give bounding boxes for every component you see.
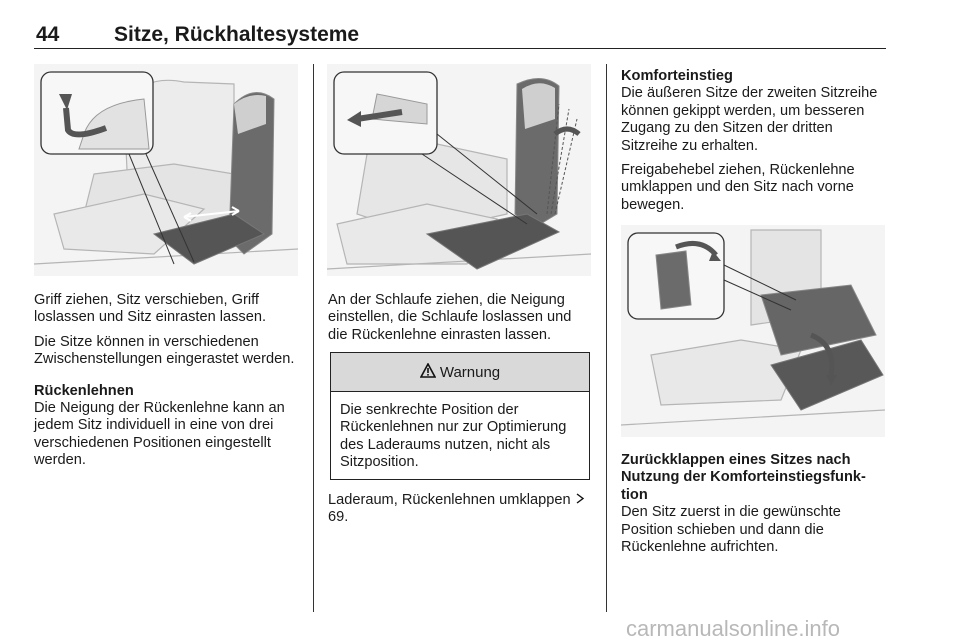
column-divider-2 xyxy=(606,64,607,612)
paragraph-backrest-tilt: Die Neigung der Rückenlehne kann an jedem Sitz individuell in eine von drei verschiedenen Positionen eingestellt werden. xyxy=(34,400,285,469)
page-reference-link[interactable]: 69. xyxy=(328,509,349,526)
paragraph-release-lever: Freigabehebel ziehen, Rückenlehne umklappen und den Sitz nach vorne bewegen. xyxy=(621,162,855,213)
page-reference-arrow-icon xyxy=(575,492,585,508)
figure-backrest-tilt xyxy=(327,64,591,276)
paragraph-intermediate-positions: Die Sitze können in verschiedenen Zwischenstellungen eingerastet werden. xyxy=(34,333,295,368)
heading-comfort-entry: Komforteinstieg xyxy=(621,68,733,84)
heading-fold-back: Zurückklappen eines Sitzes nach Nutzung der Komforteinstiegsfunktion xyxy=(621,452,866,503)
paragraph-cargo-reference xyxy=(328,492,592,527)
paragraph-seat-slide: Griff ziehen, Sitz verschieben, Griff loslassen und Sitz einrasten lassen. xyxy=(34,292,267,326)
column-2-lower xyxy=(328,492,592,534)
warning-text: Die senkrechte Position der Rückenlehnen nur zur Optimierung des Laderaums nutzen, nicht als Sitzposition. xyxy=(340,402,567,471)
column-3-lower xyxy=(621,452,887,563)
cargo-reference-text: Laderaum, Rückenlehnen umklappen xyxy=(328,492,571,508)
paragraph-fold-back: Den Sitz zuerst in die gewünschte Position schieben und dann die Rückenlehne aufrichten. xyxy=(621,504,841,556)
column-1 xyxy=(34,292,302,477)
warning-triangle-icon xyxy=(420,363,436,382)
page-title: Sitze, Rückhaltesysteme xyxy=(114,23,360,46)
column-divider-1 xyxy=(313,64,314,612)
column-2 xyxy=(328,292,592,351)
page-header xyxy=(34,14,886,49)
paragraph-comfort-entry: Die äußeren Sitze der zweiten Sitzreihe können gekippt werden, um besseren Zugang zu den Sitzen der dritten Sitzreihe zu erhalten. xyxy=(621,85,878,154)
warning-header xyxy=(331,353,589,392)
figure-comfort-entry xyxy=(621,225,885,437)
heading-backrests: Rückenlehnen xyxy=(34,382,134,399)
warning-title: Warnung xyxy=(439,363,501,381)
warning-box xyxy=(330,352,590,480)
watermark: carmanualsonline.info xyxy=(626,616,841,641)
column-3-upper xyxy=(621,68,887,221)
figure-seat-slide xyxy=(34,64,298,276)
page-number: 44 xyxy=(36,23,60,46)
paragraph-loop-instruction: An der Schlaufe ziehen, die Neigung einstellen, die Schlaufe loslassen und die Rückenlehne einrasten lassen. xyxy=(328,292,572,343)
